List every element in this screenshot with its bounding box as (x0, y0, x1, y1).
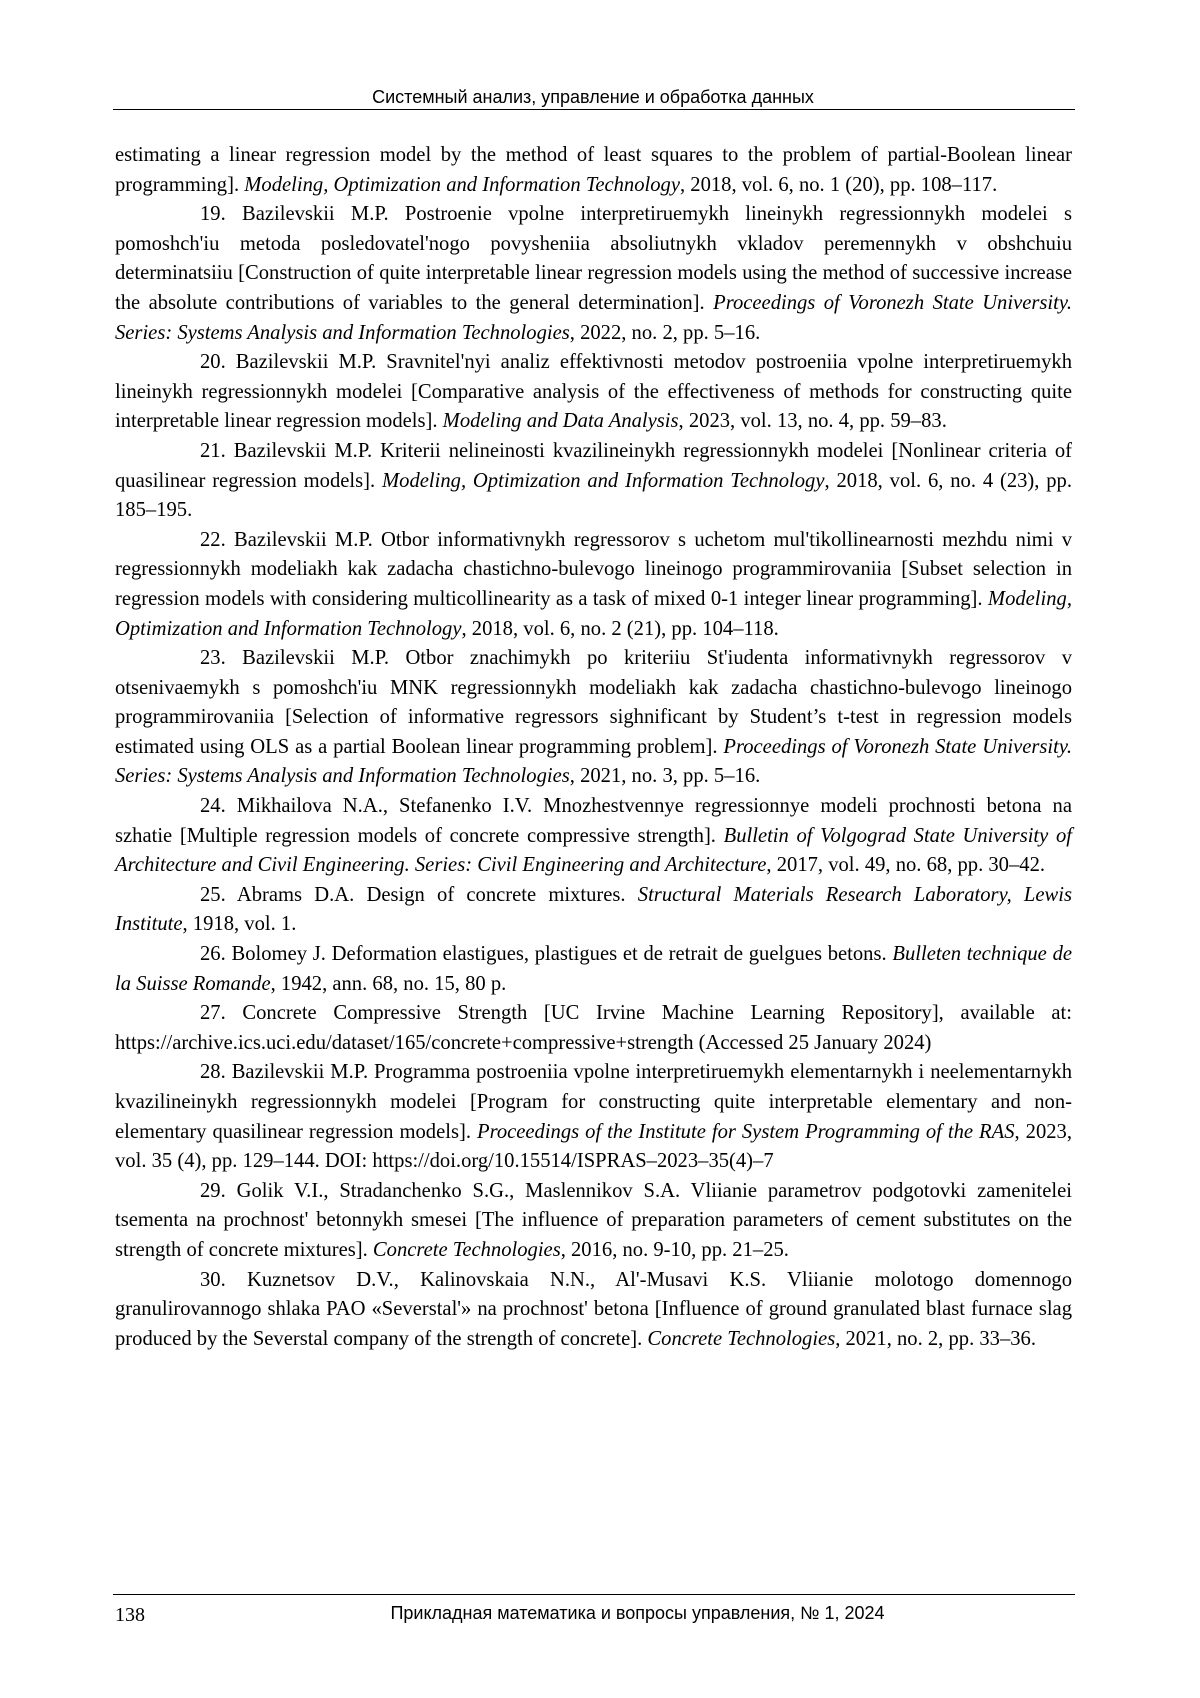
reference-details: , 2021, no. 3, pp. 5–16. (569, 765, 761, 788)
reference-details: , 1918, vol. 1. (182, 913, 297, 936)
reference-25 (115, 881, 1072, 940)
reference-details: , 2017, vol. 49, no. 68, pp. 30–42. (766, 854, 1046, 877)
reference-source: Structural Materials Research Laboratory, Lewis Institute (115, 883, 1072, 936)
reference-text: 22. Bazilevskii M.P. Otbor informativnykh regressorov s uchetom mul'tikollinearnosti mezhdu nimi v regressionnykh modeliakh kak zadacha chastichno-bulevogo lineinogo programmirovaniia [Subset selection in regression models with considering multicollinearity as a task of mixed 0-1 integer linear programming]. (115, 528, 1072, 610)
reference-text: 25. Abrams D.A. Design of concrete mixtures. (200, 883, 638, 906)
reference-list (115, 141, 1072, 1354)
reference-19 (115, 200, 1072, 348)
reference-details: , 2023, vol. 13, no. 4, pp. 59–83. (678, 410, 947, 433)
reference-text: 19. Bazilevskii M.P. Postroenie vpolne interpretiruemykh lineinykh regressionnykh modelei s pomoshch'iu metoda posledovatel'nogo povysheniia absoliutnykh vkladov peremennykh v obshchuiu determinatsiiu [Construction of quite interpretable linear regression models using the method of successive increase the absolute contributions of variables to the general determination]. (115, 203, 1072, 314)
reference-source: Proceedings of the Institute for System Programming of the RAS (476, 1120, 1015, 1143)
reference-26 (115, 940, 1072, 999)
reference-20 (115, 348, 1072, 437)
running-header: Системный анализ, управление и обработка данных (372, 87, 814, 107)
reference-27 (115, 999, 1072, 1058)
reference-text: 24. Mikhailova N.A., Stefanenko I.V. Mnozhestvennye regressionnye modeli prochnosti betona na szhatie [Multiple regression models of concrete compressive strength]. (115, 795, 1072, 847)
reference-details: , 1942, ann. 68, no. 15, 80 p. (270, 972, 507, 995)
reference-source: Bulletin of Volgograd State University of Architecture and Civil Engineering. Series: Civil Engineering and Architecture (115, 824, 1072, 877)
reference-18-continuation (115, 141, 1072, 200)
reference-text: 23. Bazilevskii M.P. Otbor znachimykh po kriteriiu St'iudenta informativnykh regressorov v otsenivaemykh s pomoshch'iu MNK regressionnykh modeliakh kak zadacha chastichno-bulevogo lineinogo programmirovaniia [Selection of informative regressors sighnificant by Student’s t-test in regression models estimated using OLS as a partial Boolean linear programming problem]. (115, 647, 1072, 758)
reference-22 (115, 526, 1072, 644)
reference-text: estimating a linear regression model by the method of least squares to the problem of partial-Boolean linear programming]. (115, 144, 1072, 196)
reference-text: 27. Concrete Compressive Strength [UC Irvine Machine Learning Repository], available at: https://archive.ics.uci.edu/dataset/165/concrete+compressive+strength (Accessed 25 January 2024) (115, 1002, 1072, 1054)
footer-rule (113, 1594, 1075, 1595)
reference-source: Modeling, Optimization and Information Technology (382, 469, 825, 492)
reference-details: , 2023, vol. 35 (4), pp. 129–144. DOI: https://doi.org/10.15514/ISPRAS–2023–35(4)–7 (115, 1120, 1073, 1173)
reference-text: 21. Bazilevskii M.P. Kriterii nelineinosti kvazilineinykh regressionnykh modelei [Nonlinear criteria of quasilinear regression models]. (115, 439, 1072, 492)
reference-text: 26. Bolomey J. Deformation elastigues, plastigues et de retrait de guelgues betons. (200, 943, 893, 966)
reference-details: , 2022, no. 2, pp. 5–16. (569, 321, 761, 344)
reference-text: 20. Bazilevskii M.P. Sravnitel'nyi analiz effektivnosti metodov postroeniia vpolne interpretiruemykh lineinykh regressionnykh modelei [Comparative analysis of the effectiveness of methods for constructing quite interpretable linear regression models]. (115, 351, 1072, 433)
reference-details: , 2018, vol. 6, no. 1 (20), pp. 108–117. (679, 173, 998, 196)
reference-text: 30. Kuznetsov D.V., Kalinovskaia N.N., Al'-Musavi K.S. Vliianie molotogo domennogo granulirovannogo shlaka PAO «Severstal'» na prochnost' betona [Influence of ground granulated blast furnace slag produced by the Severstal company of the strength of concrete]. (115, 1268, 1072, 1350)
reference-source: Concrete Technologies (647, 1327, 836, 1350)
reference-source: Proceedings of Voronezh State University. Series: Systems Analysis and Information Technologies (115, 291, 1072, 344)
reference-details: , 2021, no. 2, pp. 33–36. (835, 1327, 1036, 1350)
page-number: 138 (115, 1604, 145, 1626)
reference-28 (115, 1058, 1072, 1176)
reference-24 (115, 792, 1072, 881)
reference-23 (115, 644, 1072, 792)
reference-source: Concrete Technologies (372, 1238, 561, 1261)
reference-source: Modeling, Optimization and Information Technology (244, 173, 680, 196)
reference-source: Modeling, Optimization and Information Technology (115, 587, 1072, 640)
journal-footer: Прикладная математика и вопросы управления, № 1, 2024 (390, 1603, 885, 1623)
reference-30 (115, 1266, 1072, 1355)
reference-21 (115, 437, 1072, 526)
reference-29 (115, 1177, 1072, 1266)
reference-source: Modeling and Data Analysis (442, 410, 679, 433)
reference-text: 28. Bazilevskii M.P. Programma postroeniia vpolne interpretiruemykh elementarnykh i neelementarnykh kvazilineinykh regressionnykh modelei [Program for constructing quite interpretable elementary and non-elementary quasilinear regression models]. (115, 1061, 1072, 1143)
reference-source: Bulleten technique de la Suisse Romande (115, 943, 1073, 995)
header-rule (113, 109, 1075, 110)
reference-details: , 2018, vol. 6, no. 4 (23), pp. 185–195. (115, 469, 1072, 522)
reference-details: , 2018, vol. 6, no. 2 (21), pp. 104–118. (461, 617, 779, 640)
reference-text: 29. Golik V.I., Stradanchenko S.G., Maslennikov S.A. Vliianie parametrov podgotovki zamenitelei tsementa na prochnost' betonnykh smesei [The influence of preparation parameters of cement substitutes on the strength of concrete mixtures]. (115, 1179, 1072, 1261)
reference-details: , 2016, no. 9-10, pp. 21–25. (560, 1238, 789, 1261)
reference-source: Proceedings of Voronezh State University. Series: Systems Analysis and Information Technologies (115, 735, 1072, 788)
